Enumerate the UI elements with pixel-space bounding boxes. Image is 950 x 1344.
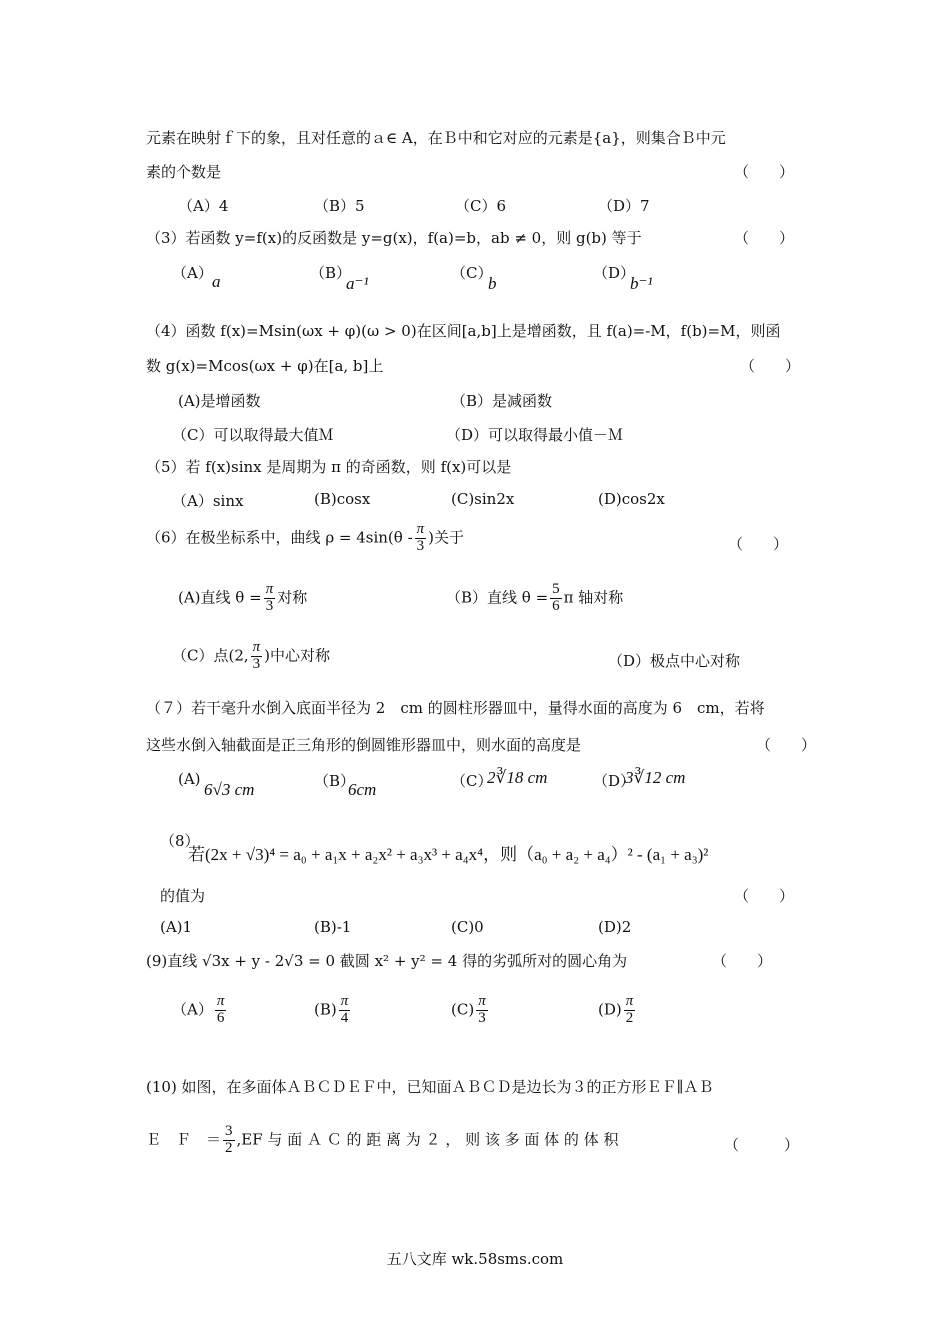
- q9-option-d-den: 2: [625, 1009, 634, 1026]
- q10-stem-line2: [146, 1124, 618, 1157]
- q7-option-c-label: （C）: [451, 772, 493, 790]
- q2-answer-paren: （ ）: [734, 163, 795, 181]
- q9-option-c-den: 3: [478, 1009, 486, 1026]
- q6-option-d: （D）极点中心对称: [608, 652, 741, 670]
- q9-option-d-label: (D): [598, 1000, 622, 1019]
- q9-stem: (9)直线 √3x + y - 2√3 = 0 截圆 x² + y² = 4 得的劣弧所对的圆心角为: [146, 952, 628, 970]
- q6-option-b-frac-den: 6: [552, 597, 560, 614]
- q6-option-b-post: π 轴对称: [563, 588, 624, 607]
- q6-pi-over-3-fraction: [415, 522, 427, 555]
- q7-option-a-value: 6√3 cm: [204, 780, 255, 799]
- q6-answer-paren: （ ）: [728, 535, 789, 553]
- q6-option-a-frac-num: π: [265, 581, 274, 597]
- q6-option-c-fraction: [251, 640, 263, 673]
- q9-option-c-num: π: [478, 993, 486, 1009]
- q9-option-c-fraction: [476, 994, 488, 1027]
- q2-option-c: （C）6: [455, 197, 507, 215]
- q6-option-a-post: 对称: [277, 588, 308, 607]
- q4-stem-line2: 数 g(x)=Mcos(ωx + φ)在[a, b]上: [146, 357, 384, 375]
- q9-option-a: [172, 994, 228, 1027]
- q9-option-a-label: （A）: [172, 1000, 213, 1019]
- q4-stem-line1: （4）函数 f(x)=Msin(ωx + φ)(ω > 0)在区间[a,b]上是增函数，且 f(a)=-M，f(b)=M，则函: [146, 322, 781, 340]
- q8-number: （8）: [160, 832, 200, 850]
- q2-option-d: （D）7: [598, 197, 650, 215]
- q7-option-c-value: 2∛18 cm: [487, 768, 548, 787]
- q8-stem: 若(2x + √3)⁴ = a₀ + a₁x + a₂x² + a₃x³ + a₄x⁴，则（a₀ + a₂ + a₄）² - (a₁ + a₃)²: [188, 845, 709, 864]
- q5-option-a: （A）sinx: [172, 492, 244, 510]
- q5-option-b: (B)cosx: [314, 490, 371, 508]
- q10-line2-pre: Ｅ Ｆ ＝: [146, 1130, 222, 1149]
- q6-stem-post: )关于: [428, 528, 465, 547]
- q10-stem-line1: (10) 如图，在多面体ＡＢＣＤＥＦ中，已知面ＡＢＣＤ是边长为３的正方形ＥＦ∥ＡＢ: [146, 1078, 714, 1096]
- q3-option-b-value: a⁻¹: [346, 274, 369, 293]
- q6-stem-pre: （6）在极坐标系中，曲线 ρ = 4sin(θ -: [146, 528, 413, 547]
- q7-stem-line1: （７）若干毫升水倒入底面半径为 2 cm 的圆柱形器皿中，量得水面的高度为 6 cm，若将: [146, 699, 765, 717]
- q9-option-b: [314, 994, 352, 1027]
- q7-option-b-label: （B）: [314, 772, 356, 790]
- q9-option-a-fraction: [215, 994, 227, 1027]
- q9-option-b-fraction: [339, 994, 351, 1027]
- q10-frac-den: 2: [225, 1139, 233, 1156]
- q7-option-d-label: （D）: [593, 772, 636, 790]
- q8-option-c: (C)0: [451, 918, 484, 936]
- q3-option-d-value: b⁻¹: [630, 274, 653, 293]
- q2-stem-line1: 元素在映射ｆ下的象，且对任意的ａ∈ A，在Ｂ中和它对应的元素是{a}，则集合Ｂ中元: [146, 129, 726, 147]
- q6-frac-num: π: [416, 521, 425, 537]
- q4-answer-paren: （ ）: [740, 357, 801, 375]
- q10-fraction: [223, 1124, 235, 1157]
- q9-option-d-fraction: [624, 994, 636, 1027]
- q10-answer-paren: （ ）: [724, 1136, 800, 1154]
- q3-option-a-value: a: [212, 272, 221, 291]
- q9-option-a-den: 6: [216, 1009, 225, 1026]
- q6-option-c-pre: （C）点(2,: [172, 646, 249, 665]
- q9-option-b-label: (B): [314, 1000, 337, 1019]
- q6-stem: [146, 522, 464, 555]
- q9-option-c-label: (C): [451, 1000, 475, 1019]
- q2-stem-line2: 素的个数是: [146, 163, 222, 181]
- q3-option-d-label: （D）: [593, 264, 636, 282]
- q6-frac-den: 3: [416, 537, 425, 554]
- q3-stem: （3）若函数 y=f(x)的反函数是 y=g(x)，f(a)=b，ab ≠ 0，则 g(b) 等于: [146, 229, 642, 247]
- q7-option-b-value: 6cm: [348, 780, 377, 799]
- q7-option-a-label: (A): [178, 770, 201, 788]
- q10-frac-num: 3: [225, 1123, 233, 1139]
- q9-option-c: [451, 994, 490, 1027]
- q6-option-b: [446, 582, 623, 615]
- q6-option-c: [172, 640, 330, 673]
- q8-option-a: (A)1: [160, 918, 193, 936]
- q6-option-c-post: )中心对称: [264, 646, 331, 665]
- q6-option-a-pre: (A)直线 θ =: [178, 588, 262, 607]
- footer-watermark: 五八文库 wk.58sms.com: [386, 1250, 564, 1268]
- q6-option-c-frac-num: π: [252, 639, 261, 655]
- q6-option-a-frac-den: 3: [265, 597, 274, 614]
- q9-answer-paren: （ ）: [712, 952, 773, 970]
- q9-option-d: [598, 994, 637, 1027]
- q8-option-b: (B)-1: [314, 918, 352, 936]
- q3-answer-paren: （ ）: [734, 229, 795, 247]
- q6-option-a: [178, 582, 307, 615]
- q6-option-b-frac-num: 5: [552, 581, 560, 597]
- q3-option-b-label: （B）: [310, 264, 352, 282]
- q4-option-d: （D）可以取得最小值－Ｍ: [446, 426, 624, 444]
- q8-stem-line2: 的值为: [160, 887, 206, 905]
- q4-option-a: (A)是增函数: [178, 392, 261, 410]
- q5-stem: （5）若 f(x)sinx 是周期为 π 的奇函数，则 f(x)可以是: [146, 458, 512, 476]
- q6-option-a-fraction: [264, 582, 276, 615]
- q6-option-b-fraction: [550, 582, 562, 615]
- q9-option-a-num: π: [216, 993, 225, 1009]
- q10-line2-post: ,EF 与 面 Ａ Ｃ 的 距 离 为 ２ ， 则 该 多 面 体 的 体 积: [236, 1130, 619, 1149]
- q7-stem-line2: 这些水倒入轴截面是正三角形的倒圆锥形器皿中，则水面的高度是: [146, 736, 582, 754]
- q9-option-b-den: 4: [340, 1009, 349, 1026]
- q6-option-c-frac-den: 3: [252, 655, 261, 672]
- q8-answer-paren: （ ）: [734, 887, 795, 905]
- q4-option-c: （C）可以取得最大值Ｍ: [172, 426, 334, 444]
- q9-option-b-num: π: [340, 993, 349, 1009]
- q7-answer-paren: （ ）: [756, 736, 817, 754]
- q3-option-c-value: b: [488, 274, 497, 293]
- q8-option-d: (D)2: [598, 918, 632, 936]
- q2-option-b: （B）5: [314, 197, 365, 215]
- q7-option-d-value: 3∛12 cm: [625, 768, 686, 787]
- q5-option-c: (C)sin2x: [451, 490, 515, 508]
- q3-option-a-label: （A）: [172, 264, 213, 282]
- q3-option-c-label: （C）: [451, 264, 493, 282]
- q4-option-b: （B）是减函数: [451, 392, 553, 410]
- q9-option-d-num: π: [625, 993, 634, 1009]
- q2-option-a: （A）4: [178, 197, 229, 215]
- q6-option-b-pre: （B）直线 θ =: [446, 588, 549, 607]
- q5-option-d: (D)cos2x: [598, 490, 665, 508]
